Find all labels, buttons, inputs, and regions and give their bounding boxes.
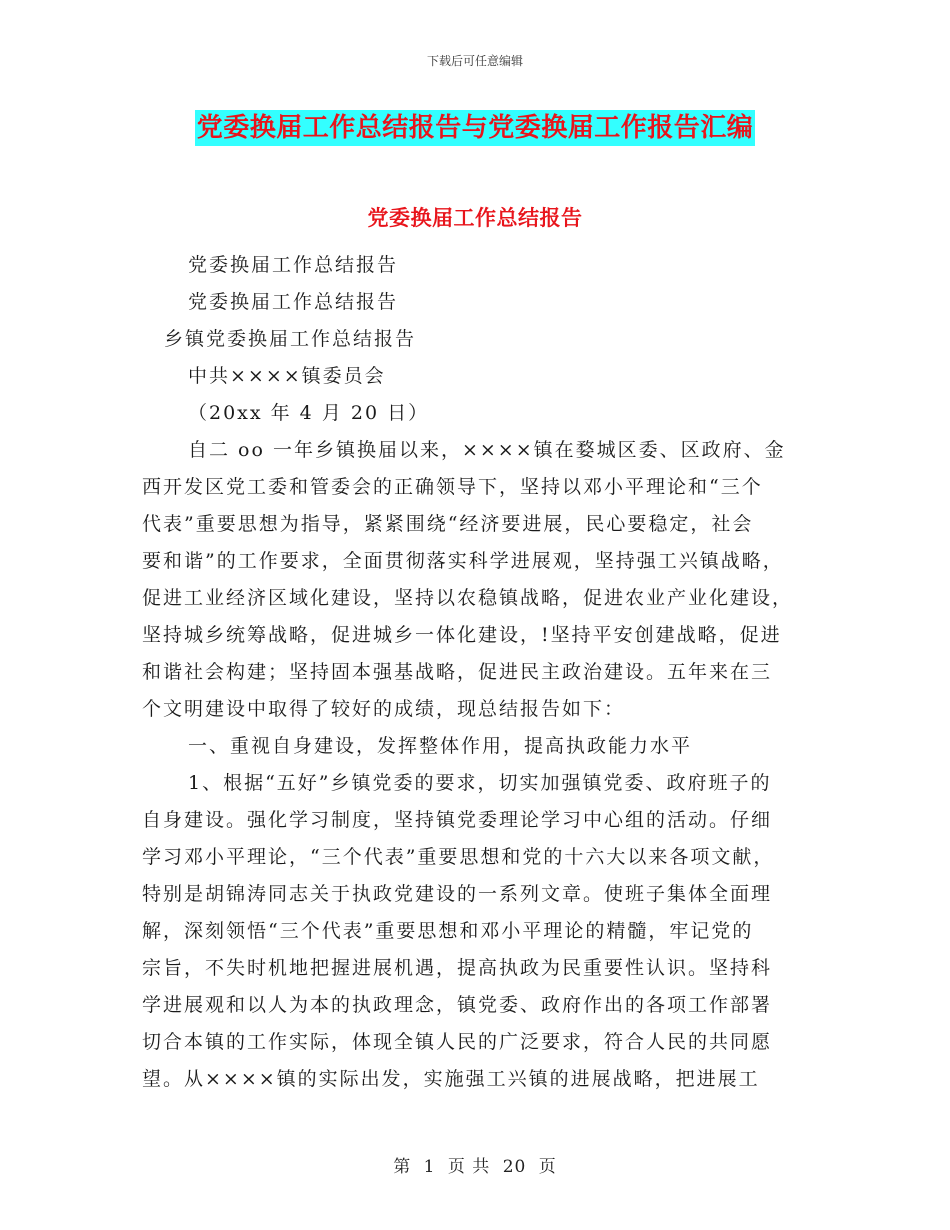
- body-line: 中共××××镇委员会: [188, 365, 386, 387]
- main-title-container: [0, 110, 950, 146]
- body-line: 代表”重要思想为指导，紧紧围绕“经济要进展，民心要稳定，社会: [142, 513, 754, 535]
- body-line: 党委换届工作总结报告: [188, 254, 399, 276]
- body-line: 一、重视自身建设，发挥整体作用，提高执政能力水平: [188, 735, 693, 757]
- body-line: 望。从××××镇的实际出发，实施强工兴镇的进展战略，把进展工: [142, 1068, 760, 1090]
- body-line: 乡镇党委换届工作总结报告: [164, 328, 417, 350]
- body-line: 特别是胡锦涛同志关于执政党建设的一系列文章。使班子集体全面理: [142, 883, 773, 905]
- document-body: [142, 247, 804, 1098]
- body-line: 和谐社会构建；坚持固本强基战略，促进民主政治建设。五年来在三: [142, 661, 773, 683]
- body-line: 学习邓小平理论，“三个代表”重要思想和党的十六大以来各项文献，: [142, 846, 775, 868]
- footer-suffix: 页: [538, 1157, 557, 1177]
- body-line: 学进展观和以人为本的执政理念，镇党委、政府作出的各项工作部署: [142, 994, 773, 1016]
- body-line: 党委换届工作总结报告: [188, 291, 399, 313]
- body-line: 自二 oo 一年乡镇换届以来，××××镇在婺城区委、区政府、金: [188, 439, 786, 461]
- footer-page-number: 1: [423, 1157, 436, 1177]
- footer-middle: 页 共: [447, 1157, 491, 1177]
- body-line: 自身建设。强化学习制度，坚持镇党委理论学习中心组的活动。仔细: [142, 809, 773, 831]
- body-line: 切合本镇的工作实际，体现全镇人民的广泛要求，符合人民的共同愿: [142, 1031, 773, 1053]
- body-line: 要和谐”的工作要求，全面贯彻落实科学进展观，坚持强工兴镇战略，: [142, 550, 784, 572]
- page-footer: [0, 1152, 950, 1177]
- body-line: 西开发区党工委和管委会的正确领导下，坚持以邓小平理论和“三个: [142, 476, 763, 498]
- body-line: 宗旨，不失时机地把握进展机遇，提高执政为民重要性认识。坚持科: [142, 957, 773, 979]
- footer-total-pages: 20: [502, 1157, 527, 1177]
- footer-prefix: 第: [393, 1157, 412, 1177]
- body-line: 促进工业经济区域化建设，坚持以农稳镇战略，促进农业产业化建设，: [142, 587, 794, 609]
- body-line: 1、根据“五好”乡镇党委的要求，切实加强镇党委、政府班子的: [188, 772, 772, 794]
- body-line: 个文明建设中取得了较好的成绩，现总结报告如下：: [142, 698, 626, 720]
- body-line: （20xx 年 4 月 20 日）: [188, 402, 430, 424]
- body-line: 坚持城乡统筹战略，促进城乡一体化建设，!坚持平安创建战略，促进: [142, 624, 782, 646]
- body-line: 解，深刻领悟“三个代表”重要思想和邓小平理论的精髓，牢记党的: [142, 920, 754, 942]
- main-title: 党委换届工作总结报告与党委换届工作报告汇编: [195, 110, 756, 146]
- page-header-note: 下载后可任意编辑: [426, 54, 523, 68]
- section-title: 党委换届工作总结报告: [367, 205, 583, 230]
